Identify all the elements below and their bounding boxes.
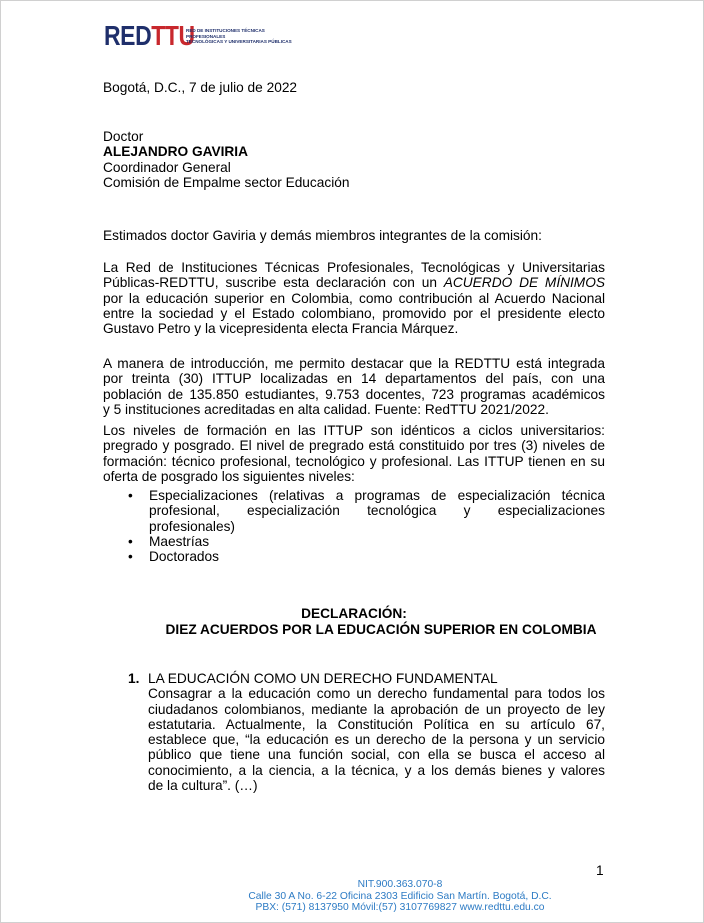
item-heading: LA EDUCACIÓN COMO UN DERECHO FUNDAMENTAL: [148, 671, 498, 686]
text-line: • Especializaciones (relativas a programas de especialización técnica: [149, 488, 605, 503]
text-line: por la educación superior en Colombia, como contribución al Acuerdo Nacional: [103, 290, 605, 306]
text-segment: Públicas-REDTTU, suscribe esta declaración con un: [103, 275, 444, 291]
item-number: 1.: [128, 671, 140, 686]
text-line: A manera de introducción, me permito destacar que la REDTTU está integrada: [103, 356, 605, 371]
text-line: Consagrar a la educación como un derecho fundamental para todos los: [148, 686, 605, 702]
logo-subtitle: [186, 28, 296, 45]
paragraph-levels: [103, 423, 605, 484]
list-item: [128, 488, 605, 534]
logo-sub-line: RED DE INSTITUCIONES TÉCNICAS PROFESIONALES: [186, 28, 265, 39]
footer: [150, 879, 650, 914]
text-line: entre la sociedad y el Estado colombiano, promovido por el presidente electo: [103, 305, 605, 321]
greeting: Estimados doctor Gaviria y demás miembros integrantes de la comisión:: [103, 228, 542, 243]
paragraph-introduction: [103, 356, 605, 417]
text-line: pregrado y posgrado. El nivel de pregrado está constituido por tres (3) niveles de: [103, 438, 605, 454]
text-line: población de 135.850 estudiantes, 9.753 docentes, 723 programas académicos: [103, 386, 605, 402]
text-line: público que tiene una función social, con ella se busca el acceso al: [148, 747, 605, 763]
text-line: por treinta (30) ITTUP localizadas en 14 departamentos del país, con una: [103, 371, 605, 387]
text-line: Los niveles de formación en las ITTUP son idénticos a ciclos universitarios:: [103, 423, 605, 438]
recipient-role: Coordinador General: [103, 159, 231, 175]
footer-address: Calle 30 A No. 6-22 Oficina 2303 Edificio San Martín. Bogotá, D.C.: [248, 890, 552, 902]
text-line: [103, 275, 605, 290]
footer-contact: PBX: (571) 8137950 Móvil:(57) 3107769827 www.redttu.edu.co: [255, 902, 545, 914]
text-line: ciudadanos colombianos, mediante la aprobación de un proyecto de ley: [148, 701, 605, 717]
postgrad-levels-list: [128, 488, 605, 564]
paragraph-intro: [103, 260, 605, 336]
logo-word-main: RED: [104, 20, 152, 51]
list-item: • Maestrías: [128, 534, 605, 549]
recipient-name: ALEJANDRO GAVIRIA: [103, 144, 248, 160]
recipient-org: Comisión de Empalme sector Educación: [103, 174, 350, 190]
text-line: Gustavo Petro y la vicepresidenta electa Francia Márquez.: [103, 321, 459, 337]
text-line: conocimiento, a la ciencia, a la técnica, y a los demás bienes y valores: [148, 762, 605, 778]
recipient-title: Doctor: [103, 129, 144, 144]
logo-word-accent: TTU: [151, 20, 195, 51]
text-line: formación: técnico profesional, tecnológico y profesional. Las ITTUP tienen en su: [103, 453, 605, 469]
text-line: oferta de posgrado los siguientes niveles:: [103, 468, 355, 484]
redttu-logo: [104, 20, 292, 51]
text-line: establece que, “la educación es un derecho de la persona y un servicio: [148, 732, 605, 748]
text-line: de la cultura”. (…): [148, 778, 258, 794]
declaration-title: DECLARACIÓN:: [301, 606, 407, 621]
item-content: [148, 671, 605, 793]
logo-wordmark: [104, 22, 195, 50]
list-item: • Doctorados: [128, 549, 605, 564]
declaration-subtitle: DIEZ ACUERDOS POR LA EDUCACIÓN SUPERIOR EN COLOMBIA: [165, 622, 597, 637]
page-number: 1: [596, 863, 604, 878]
date-line: Bogotá, D.C., 7 de julio de 2022: [103, 80, 298, 95]
text-line: y 5 instituciones acreditadas en alta calidad. Fuente: RedTTU 2021/2022.: [103, 401, 549, 417]
logo-sub-line: TECNOLÓGICAS Y UNIVERSITARIAS PÚBLICAS: [186, 39, 292, 45]
footer-nit: NIT.900.363.070-8: [357, 879, 443, 890]
text-line: estatutaria. Actualmente, la Constitución Política en su artículo 67,: [148, 716, 605, 732]
text-line: profesionales): [149, 518, 235, 534]
recipient-block: [103, 129, 605, 190]
text-line: profesional, especialización tecnológica y especializaciones: [149, 503, 605, 519]
acuerdo-emphasis: ACUERDO DE MÍNIMOS: [443, 275, 605, 291]
text-line: La Red de Instituciones Técnicas Profesionales, Tecnológicas y Universitarias: [103, 260, 605, 275]
